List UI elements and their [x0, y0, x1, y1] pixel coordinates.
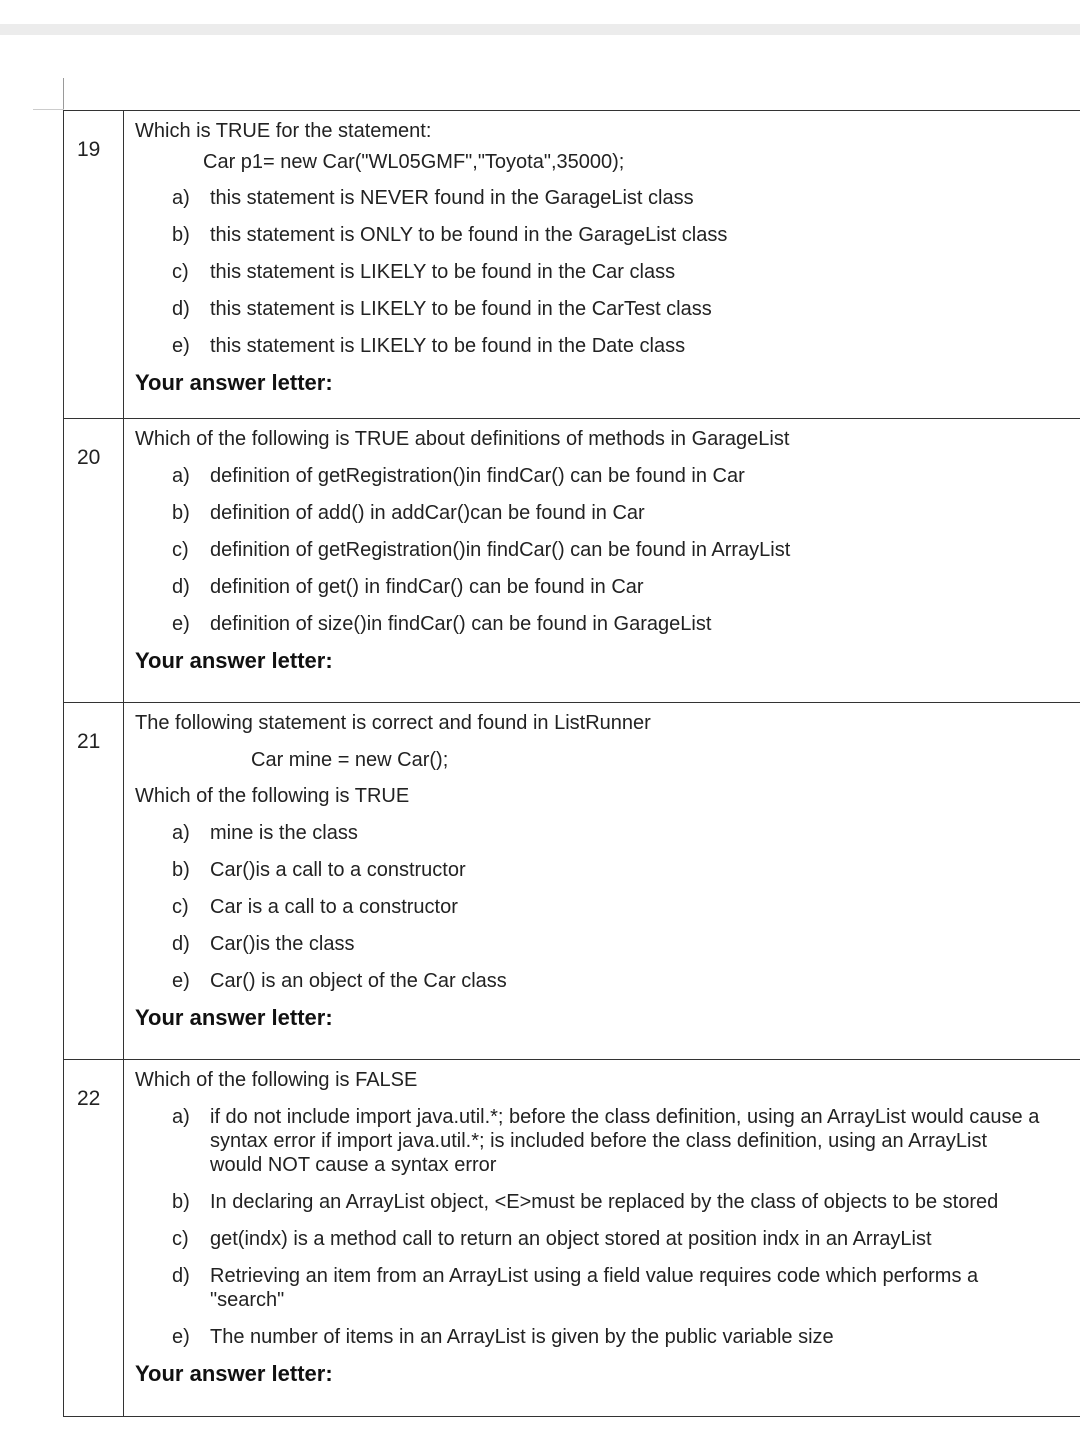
option-letter: c)	[172, 1228, 189, 1250]
option-text: Car()is a call to a constructor	[210, 859, 466, 881]
question-number: 20	[64, 419, 124, 702]
option-letter: c)	[172, 261, 189, 283]
option-letter: d)	[172, 933, 190, 955]
answer-label: Your answer letter:	[135, 1361, 333, 1386]
option-b	[172, 1190, 1080, 1214]
question-number: 22	[64, 1060, 124, 1416]
option-d	[172, 297, 1080, 321]
option-a	[172, 464, 1080, 488]
option-letter: c)	[172, 539, 189, 561]
option-letter: d)	[172, 1265, 190, 1287]
option-text: definition of getRegistration()in findCar() can be found in ArrayList	[210, 539, 791, 561]
option-text: Car() is an object of the Car class	[210, 970, 507, 992]
question-stem-secondary: Which of the following is TRUE	[135, 785, 410, 807]
option-letter: b)	[172, 502, 190, 524]
option-text: this statement is ONLY to be found in the GarageList class	[210, 224, 728, 246]
answer-label: Your answer letter:	[135, 648, 333, 673]
option-a	[172, 186, 1080, 210]
question-number: 19	[64, 111, 124, 418]
option-text: get(indx) is a method call to return an object stored at position indx in an ArrayList	[210, 1228, 932, 1250]
option-c	[172, 538, 1080, 562]
question-stem: Which of the following is TRUE about definitions of methods in GarageList	[135, 428, 790, 450]
option-c	[172, 1227, 1080, 1251]
table-edge-line	[33, 109, 64, 110]
option-text: definition of getRegistration()in findCar() can be found in Car	[210, 465, 745, 487]
question-row-20	[63, 419, 1080, 703]
question-stem: Which is TRUE for the statement:	[135, 120, 432, 142]
option-letter: e)	[172, 613, 190, 635]
option-letter: a)	[172, 822, 190, 844]
option-c	[172, 895, 1080, 919]
option-letter: d)	[172, 298, 190, 320]
option-text: if do not include import java.util.*; before the class definition, using an ArrayList would cause a syntax error if import java.util.*; is included before the class definition, using an ArrayList would NOT cause a syntax error	[210, 1106, 1040, 1176]
option-b	[172, 858, 1080, 882]
option-list	[135, 821, 1080, 993]
option-letter: e)	[172, 970, 190, 992]
option-text: definition of add() in addCar()can be found in Car	[210, 502, 645, 524]
code-statement: Car p1= new Car("WL05GMF","Toyota",35000);	[203, 151, 625, 173]
option-text: Retrieving an item from an ArrayList using a field value requires code which performs a "search"	[210, 1265, 979, 1311]
option-letter: a)	[172, 1106, 190, 1128]
option-c	[172, 260, 1080, 284]
option-a	[172, 821, 1080, 845]
option-letter: b)	[172, 859, 190, 881]
question-cell	[124, 703, 1080, 1059]
option-list	[135, 464, 1080, 636]
option-text: this statement is NEVER found in the GarageList class	[210, 187, 694, 209]
question-cell	[124, 419, 1080, 702]
option-b	[172, 223, 1080, 247]
option-text: this statement is LIKELY to be found in the Date class	[210, 335, 686, 357]
option-e	[172, 969, 1080, 993]
option-a	[172, 1105, 1080, 1177]
option-text: this statement is LIKELY to be found in the CarTest class	[210, 298, 712, 320]
option-letter: c)	[172, 896, 189, 918]
option-text: The number of items in an ArrayList is given by the public variable size	[210, 1326, 834, 1348]
option-letter: e)	[172, 1326, 190, 1348]
option-text: definition of get() in findCar() can be found in Car	[210, 576, 644, 598]
table-edge-line	[63, 78, 64, 110]
question-stem: The following statement is correct and found in ListRunner	[135, 712, 651, 734]
option-text: Car()is the class	[210, 933, 355, 955]
option-d	[172, 575, 1080, 599]
answer-label: Your answer letter:	[135, 1005, 333, 1030]
option-text: Car is a call to a constructor	[210, 896, 458, 918]
code-statement: Car mine = new Car();	[251, 749, 449, 771]
question-row-22	[63, 1060, 1080, 1417]
option-b	[172, 501, 1080, 525]
option-e	[172, 334, 1080, 358]
option-text: this statement is LIKELY to be found in the Car class	[210, 261, 676, 283]
option-letter: b)	[172, 1191, 190, 1213]
option-e	[172, 1325, 1080, 1349]
option-letter: a)	[172, 187, 190, 209]
question-row-21	[63, 703, 1080, 1060]
option-letter: b)	[172, 224, 190, 246]
option-text: In declaring an ArrayList object, <E>must be replaced by the class of objects to be stored	[210, 1191, 999, 1213]
option-text: definition of size()in findCar() can be found in GarageList	[210, 613, 712, 635]
option-letter: a)	[172, 465, 190, 487]
option-letter: d)	[172, 576, 190, 598]
option-d	[172, 1264, 1080, 1312]
question-row-19	[63, 111, 1080, 419]
question-number: 21	[64, 703, 124, 1059]
option-list	[135, 1105, 1080, 1349]
option-list	[135, 186, 1080, 358]
answer-label: Your answer letter:	[135, 370, 333, 395]
option-letter: e)	[172, 335, 190, 357]
option-d	[172, 932, 1080, 956]
question-cell	[124, 111, 1080, 418]
question-cell	[124, 1060, 1080, 1416]
question-table	[63, 110, 1080, 1417]
question-stem: Which of the following is FALSE	[135, 1069, 418, 1091]
option-text: mine is the class	[210, 822, 358, 844]
option-e	[172, 612, 1080, 636]
top-band	[0, 24, 1080, 35]
